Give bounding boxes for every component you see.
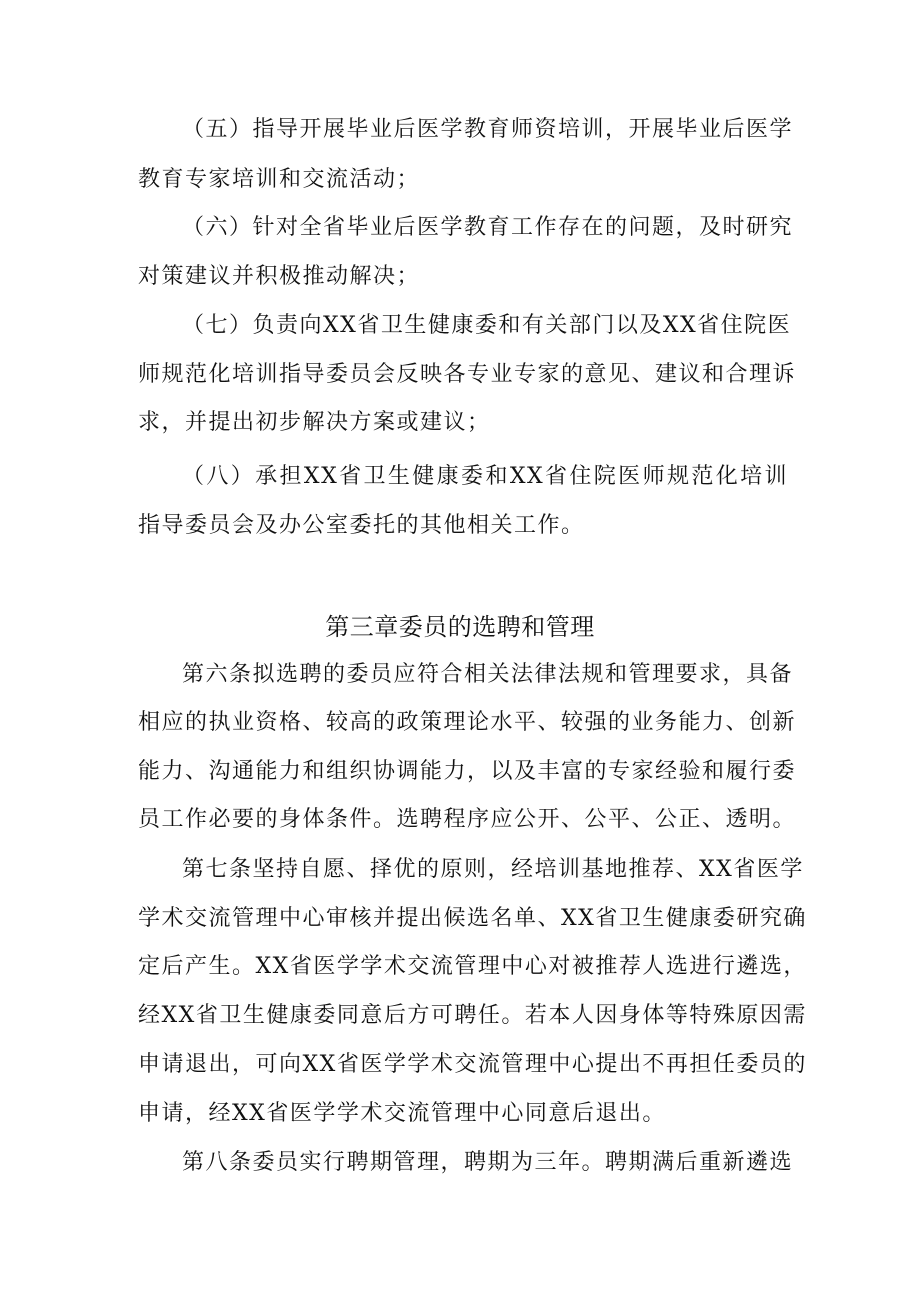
article-7-line-2: 学术交流管理中心审核并提出候选名单、XX省卫生健康委研究确 [138,906,807,931]
article-8-line-1: 第八条委员实行聘期管理，聘期为三年。聘期满后重新遴选 [182,1150,794,1175]
article-7-line-6: 申请，经XX省医学学术交流管理中心同意后退出。 [138,1101,666,1126]
article-6-line-2: 相应的执业资格、较高的政策理论水平、较强的业务能力、创新 [138,710,797,735]
article-7-line-5: 申请退出，可向XX省医学学术交流管理中心提出不再担任委员的 [138,1052,807,1077]
item-5-line-1: （五）指导开展毕业后医学教育师资培训，开展毕业后医学 [182,117,794,142]
item-7-line-2: 师规范化培训指导委员会反映各专业专家的意见、建议和合理诉 [138,362,797,387]
item-8-line-1: （八）承担XX省卫生健康委和XX省住院医师规范化培训 [182,464,788,489]
article-7-line-3: 定后产生。XX省医学学术交流管理中心对被推荐人选进行遴选， [138,954,807,979]
item-8-line-2: 指导委员会及办公室委托的其他相关工作。 [138,513,585,538]
article-7-line-1: 第七条坚持自愿、择优的原则，经培训基地推荐、XX省医学 [182,857,804,882]
article-7-line-4: 经XX省卫生健康委同意后方可聘任。若本人因身体等特殊原因需 [138,1003,807,1028]
chapter-title: 第三章委员的选聘和管理 [325,613,595,641]
item-6-line-2: 对策建议并积极推动解决； [138,264,421,289]
item-5-line-2: 教育专家培训和交流活动； [138,167,421,192]
item-6-line-1: （六）针对全省毕业后医学教育工作存在的问题，及时研究 [182,215,794,240]
item-7-line-3: 求，并提出初步解决方案或建议； [138,410,491,435]
item-7-line-1: （七）负责向XX省卫生健康委和有关部门以及XX省住院医 [182,313,792,338]
article-6-line-3: 能力、沟通能力和组织协调能力，以及丰富的专家经验和履行委 [138,759,797,784]
article-6-line-1: 第六条拟选聘的委员应符合相关法律法规和管理要求，具备 [182,662,794,687]
article-6-line-4: 员工作必要的身体条件。选聘程序应公开、公平、公正、透明。 [138,807,797,832]
